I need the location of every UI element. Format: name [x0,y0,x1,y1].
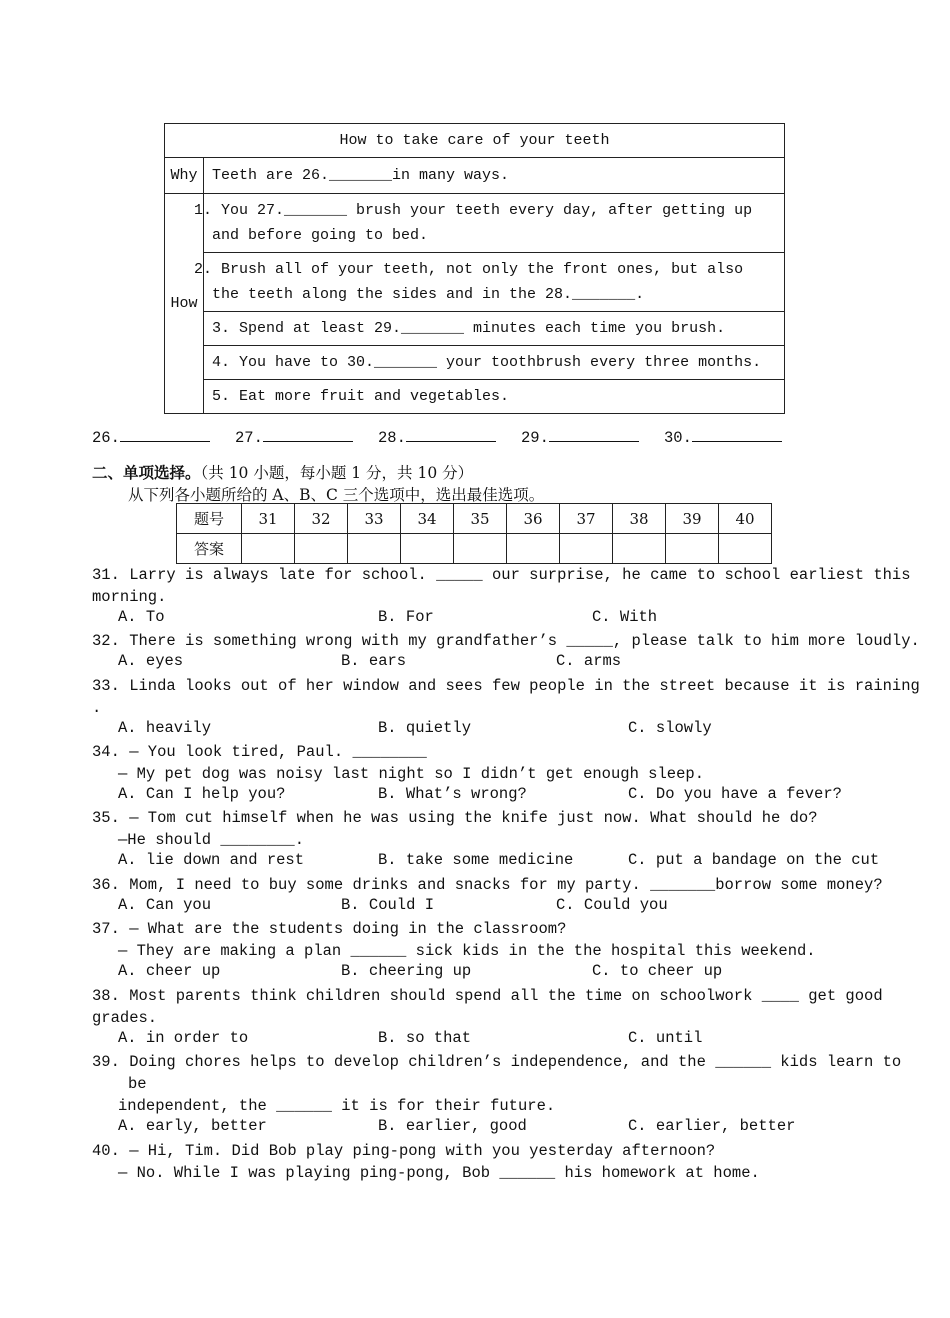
option-c: C. slowly [628,719,712,737]
answer-cell[interactable] [719,534,772,564]
question-35: 35. — Tom cut himself when he was using the knife just now. What should he do? [92,809,818,827]
option-c: C. earlier, better [628,1117,796,1135]
why-label: Why [165,158,204,194]
grid-number: 32 [295,504,348,534]
answer-grid [176,503,772,564]
why-text: Teeth are 26._______in many ways. [204,158,785,194]
question-40-reply: — No. While I was playing ping-pong, Bob ______ his homework at home. [118,1164,760,1182]
blank-label: 28. [378,427,496,447]
question-34: 34. — You look tired, Paul. ________ [92,743,427,761]
question-38: 38. Most parents think children should spend all the time on schoolwork ____ get good [92,987,883,1005]
option-a: A. eyes [118,652,184,670]
question-39-cont: be [128,1075,147,1093]
option-a: A. in order to [118,1029,249,1047]
question-31-cont: morning. [92,588,167,606]
answer-cell[interactable] [613,534,666,564]
how-item: 2. Brush all of your teeth, not only the front ones, but also the teeth along the sides and in the 28._______. [204,253,785,312]
option-a: A. Can you [118,896,212,914]
option-a: A. Can I help you? [118,785,286,803]
option-b: B. take some medicine [378,851,574,869]
option-c: C. arms [556,652,622,670]
blank-label: 30. [664,427,782,447]
option-a: A. cheer up [118,962,221,980]
option-b: B. earlier, good [378,1117,527,1135]
grid-number: 39 [666,504,719,534]
question-40: 40. — Hi, Tim. Did Bob play ping-pong with you yesterday afternoon? [92,1142,716,1160]
question-31: 31. Larry is always late for school. _____ our surprise, he came to school earliest this [92,566,911,584]
answer-cell[interactable] [666,534,719,564]
grid-number: 40 [719,504,772,534]
grid-number: 37 [560,504,613,534]
row-label: 题号 [177,504,242,534]
answer-cell[interactable] [401,534,454,564]
question-37-reply: — They are making a plan ______ sick kids in the the hospital this weekend. [118,942,816,960]
question-39: 39. Doing chores helps to develop children’s independence, and the ______ kids learn to [92,1053,902,1071]
table-title: How to take care of your teeth [165,124,785,158]
option-a: A. early, better [118,1117,267,1135]
option-b: B. For [378,608,434,626]
row-label: 答案 [177,534,242,564]
question-33-cont: . [92,699,102,717]
grid-number: 38 [613,504,666,534]
question-38-cont: grades. [92,1009,158,1027]
option-c: C. to cheer up [592,962,723,980]
grid-number: 35 [454,504,507,534]
option-c: C. Do you have a fever? [628,785,842,803]
question-37: 37. — What are the students doing in the classroom? [92,920,567,938]
option-b: B. quietly [378,719,472,737]
grid-number: 31 [242,504,295,534]
question-36: 36. Mom, I need to buy some drinks and snacks for my party. _______borrow some money? [92,876,883,894]
question-34-reply: — My pet dog was noisy last night so I didn’t get enough sleep. [118,765,704,783]
option-b: B. cheering up [341,962,472,980]
question-32: 32. There is something wrong with my grandfather’s _____, please talk to him more loudly. [92,632,920,650]
teeth-care-table [164,123,785,414]
option-c: C. until [628,1029,703,1047]
section-instruction: 从下列各小题所给的 A、B、C 三个选项中，选出最佳选项。 [128,486,545,504]
how-item: 4. You have to 30._______ your toothbrush every three months. [204,346,785,380]
grid-number: 33 [348,504,401,534]
option-b: B. ears [341,652,407,670]
grid-number: 36 [507,504,560,534]
question-35-reply: —He should ________. [118,831,305,849]
answer-cell[interactable] [507,534,560,564]
answer-cell[interactable] [560,534,613,564]
option-b: B. Could I [341,896,435,914]
option-b: B. so that [378,1029,472,1047]
option-a: A. heavily [118,719,212,737]
answer-cell[interactable] [348,534,401,564]
section-heading: 二、单项选择。（共 10 小题，每小题 1 分，共 10 分） [92,463,474,482]
answer-cell[interactable] [295,534,348,564]
blank-label: 26. [92,427,210,447]
option-a: A. To [118,608,165,626]
how-item: 1. You 27._______ brush your teeth every day, after getting up and before going to bed. [204,194,785,253]
option-c: C. Could you [556,896,668,914]
blank-label: 27. [235,427,353,447]
blank-label: 29. [521,427,639,447]
answer-cell[interactable] [454,534,507,564]
grid-number: 34 [401,504,454,534]
how-label: How [165,194,204,414]
question-39-cont: independent, the ______ it is for their future. [118,1097,556,1115]
option-b: B. What’s wrong? [378,785,527,803]
question-33: 33. Linda looks out of her window and sees few people in the street because it is raining [92,677,920,695]
how-item: 5. Eat more fruit and vegetables. [204,380,785,414]
answer-cell[interactable] [242,534,295,564]
option-a: A. lie down and rest [118,851,305,869]
option-c: C. With [592,608,658,626]
option-c: C. put a bandage on the cut [628,851,880,869]
how-item: 3. Spend at least 29._______ minutes each time you brush. [204,312,785,346]
